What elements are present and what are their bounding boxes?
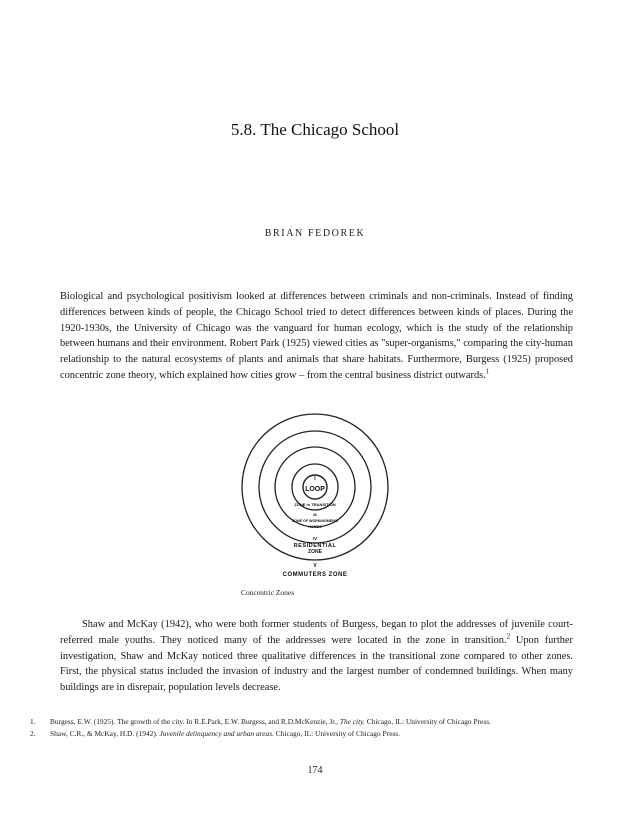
paragraph-2-text-a: Shaw and McKay (1942), who were both former students of Burgess, began to plot the addresses of juvenile court-referred male youths. They noticed many of the addresses were located in the zone in transition.: [60, 619, 573, 646]
paragraph-2-text-b: Upon further investigation, Shaw and McKay noticed three qualitative differences in the transitional zone compared to other zones. First, the physical status included the invasion of industry and the largest number of condemned buildings. When many buildings are in disrepair, population levels decrease.: [60, 634, 573, 694]
footnote-2: [30, 729, 578, 739]
footnote-2-publisher: Chicago, IL: University of Chicago Press.: [273, 729, 400, 739]
zone-4-numeral: IV: [312, 536, 318, 541]
footnote-ref-2[interactable]: 2: [506, 632, 511, 641]
footnote-1: [30, 717, 578, 727]
footnote-1-publisher: Chicago, IL: University of Chicago Press.: [364, 717, 491, 726]
zone-2-label: ZONE in TRANSITION: [294, 502, 336, 507]
author-name: BRIAN FEDOREK: [264, 228, 366, 239]
zone-1-numeral: I: [314, 476, 316, 482]
paragraph-2: [60, 617, 573, 696]
paragraph-1: [60, 289, 573, 384]
zone-3-label: ZONE OF WORKINGMEN'S: [292, 519, 338, 523]
zone-5-numeral: V: [313, 563, 317, 569]
paragraph-1-text: Biological and psychological positivism looked at differences between criminals and non-criminals. Instead of finding differences between kinds of people, the Chicago School tried to detect differences between kinds of places. During the 1920-1930s, the University of Chicago was the vanguard for human ecology, which is the study of the relationship between humans and their environment. Robert Park (1925) viewed cities as "super-organisms," comparing the city-human relationship to the natural ecosystems of plants and animals that share habitats. Furthermore, Burgess (1925) proposed concentric zone theory, which explained how cities grow – from the central business district outwards.: [60, 291, 573, 381]
footnote-ref-1[interactable]: 1: [485, 367, 490, 376]
footnotes-list: [30, 717, 578, 742]
footnote-1-text: Burgess, E.W. (1925). The growth of the city. In R.E.Park, E.W. Burgess, and R.D.McKenzie, Jr.,: [50, 717, 340, 726]
zone-4-label: RESIDENTIAL: [293, 543, 337, 549]
zone-1-label: LOOP: [305, 486, 325, 493]
page-number: 174: [307, 765, 323, 776]
zone-5-label: COMMUTERS ZONE: [282, 572, 348, 578]
chapter-title: 5.8. The Chicago School: [230, 120, 400, 139]
footnote-1-number: 1.: [30, 717, 36, 726]
zone-4-label-line2: ZONE: [308, 549, 322, 555]
footnote-1-title: The city.: [339, 717, 365, 726]
concentric-zones-diagram: [241, 413, 389, 579]
footnote-2-number: 2.: [30, 729, 36, 739]
zone-3-numeral: III: [313, 512, 317, 517]
figure-caption: Concentric Zones: [241, 588, 295, 597]
footnote-2-title: Juvenile delinquency and urban areas.: [159, 729, 274, 739]
zone-3-label-line2: HOMES: [308, 525, 322, 529]
footnote-2-text: Shaw, C.R., & McKay, H.D. (1942).: [50, 729, 160, 739]
